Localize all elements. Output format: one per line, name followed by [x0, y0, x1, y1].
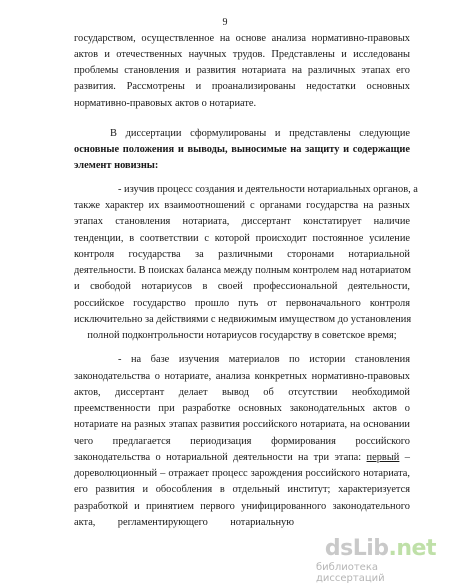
- text-line: полной подконтрольности нотариусов государству в советское время;: [87, 330, 397, 341]
- watermark-subtitle: библиотека диссертаций: [316, 562, 385, 584]
- text-line: тенденции, в соответствии с которой происходит постоянное усиление: [74, 233, 410, 244]
- text-line: российское государство прошло путь от первоначального контроля: [74, 298, 410, 309]
- text-line: проблемы становления и развития нотариата на различных этапах его: [74, 65, 410, 76]
- text-line-bold: [74, 143, 410, 156]
- text-line: акта, регламентирующего нотариальную: [74, 517, 294, 528]
- watermark: [316, 536, 436, 584]
- text-line: - изучив процесс создания и деятельности нотариальных органов, а: [118, 184, 418, 195]
- text-segment: законодательства о нотариальной деятельности на три этапа:: [74, 452, 362, 463]
- text-line: актов, диссертант делает вывод об отсутствии необходимой: [74, 387, 410, 398]
- text-line: [74, 451, 410, 464]
- text-line: дореволюционный – отражает процесс зарождения российского нотариата,: [74, 468, 410, 479]
- text-line: также характер их взаимоотношений с органами государства на разных: [74, 200, 410, 211]
- text-line: В диссертации сформулированы и представлены следующие: [110, 128, 410, 139]
- bold-text: основные положения и выводы, выносимые на защиту и содержащие: [74, 144, 410, 155]
- text-line: чего предлагается периодизация формирования российского: [74, 436, 410, 447]
- text-line: разработкой и принятием первого унифицированного законодательного: [74, 501, 410, 512]
- text-line: контроля государства за различными сторонами нотариальной: [74, 249, 410, 260]
- text-line: деятельности. В поисках баланса между полным контролем над нотариатом: [74, 265, 411, 276]
- dash: –: [404, 452, 410, 463]
- text-line: нормативно-правовых актов о нотариате.: [74, 98, 257, 109]
- text-line: его развития и обособления в отдельный институт; характеризуется: [74, 484, 410, 495]
- text-line: развития. Рассмотрены и проанализированы недостатки основных: [74, 81, 410, 92]
- text-line-bold: [74, 159, 410, 172]
- text-line: преемственности при разработке основных законодательных актов о: [74, 403, 410, 414]
- underlined-term: первый: [366, 452, 400, 463]
- text-line: государством, осуществленное на основе анализа нормативно-правовых: [74, 33, 410, 44]
- text-line: исключительно за действиями с недвижимым имуществом до установления: [74, 314, 412, 325]
- page-number: 9: [222, 17, 228, 28]
- text-line: законодательства о нотариате, анализа конкретных нормативно-правовых: [74, 371, 410, 382]
- watermark-logo: [325, 536, 436, 561]
- text-line: - на базе изучения материалов по истории становления: [118, 354, 410, 365]
- text-line: этапах становления нотариата, диссертант констатирует наличие: [74, 216, 410, 227]
- bold-text: элемент новизны:: [74, 160, 159, 171]
- watermark-logo-suffix: .net: [388, 536, 436, 561]
- watermark-logo-main: dsLib: [324, 536, 389, 561]
- text-line: актов и отечественных научных трудов. Представлены и исследованы: [74, 49, 410, 60]
- text-line: нотариате на разных этапах развития российского нотариата, на основании: [74, 419, 410, 430]
- text-line: и свободой нотариусов в своей профессиональной деятельности,: [74, 281, 410, 292]
